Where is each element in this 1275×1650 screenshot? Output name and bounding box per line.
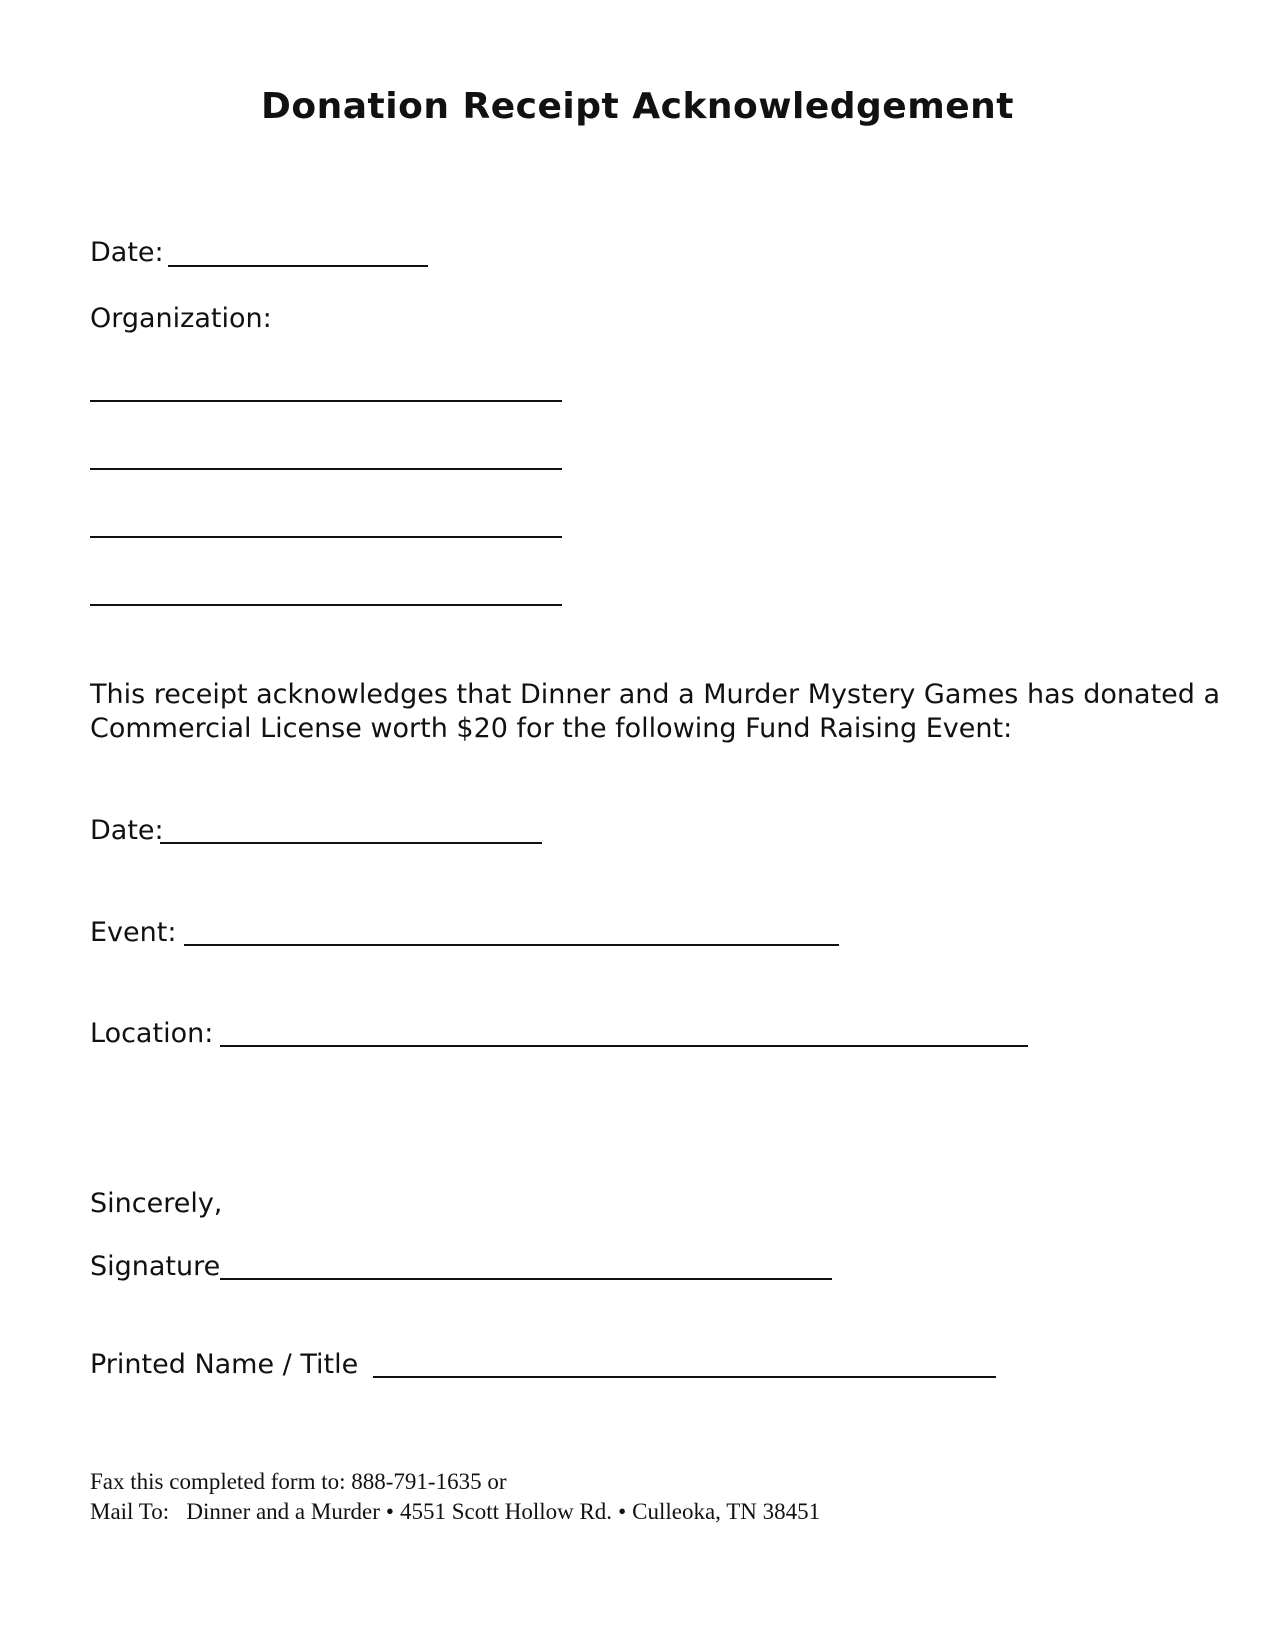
- date-input-line[interactable]: [168, 265, 428, 267]
- event-label: Event:: [90, 917, 177, 948]
- printed-name-label: Printed Name / Title: [90, 1349, 359, 1380]
- event-date-label: Date:: [90, 815, 164, 846]
- location-label: Location:: [90, 1018, 214, 1049]
- mail-recipient: Dinner and a Murder: [186, 1499, 380, 1524]
- fax-instructions: Fax this completed form to: 888-791-1635 or: [90, 1469, 507, 1494]
- signature-input-line[interactable]: [220, 1278, 832, 1280]
- page-title: Donation Receipt Acknowledgement: [261, 86, 1014, 127]
- mail-instructions: [90, 1497, 820, 1527]
- printed-name-input-line[interactable]: [373, 1376, 996, 1378]
- mail-street: 4551 Scott Hollow Rd.: [399, 1499, 613, 1524]
- separator-dot: •: [618, 1499, 627, 1524]
- organization-line-4[interactable]: [90, 604, 562, 606]
- receipt-text-line-1: This receipt acknowledges that Dinner and a Murder Mystery Games has donated a: [90, 679, 1221, 710]
- date-label: Date:: [90, 237, 164, 268]
- event-date-input-line[interactable]: [160, 842, 542, 844]
- mail-label: Mail To:: [90, 1499, 170, 1524]
- signature-label: Signature: [90, 1251, 221, 1282]
- event-input-line[interactable]: [184, 944, 839, 946]
- closing-text: Sincerely,: [90, 1188, 223, 1219]
- receipt-text-line-2: Commercial License worth $20 for the following Fund Raising Event:: [90, 713, 1013, 744]
- organization-line-3[interactable]: [90, 536, 562, 538]
- separator-dot: •: [385, 1499, 394, 1524]
- organization-line-1[interactable]: [90, 400, 562, 402]
- mail-city: Culleoka, TN 38451: [632, 1499, 821, 1524]
- organization-line-2[interactable]: [90, 468, 562, 470]
- location-input-line[interactable]: [220, 1045, 1028, 1047]
- organization-label: Organization:: [90, 303, 272, 334]
